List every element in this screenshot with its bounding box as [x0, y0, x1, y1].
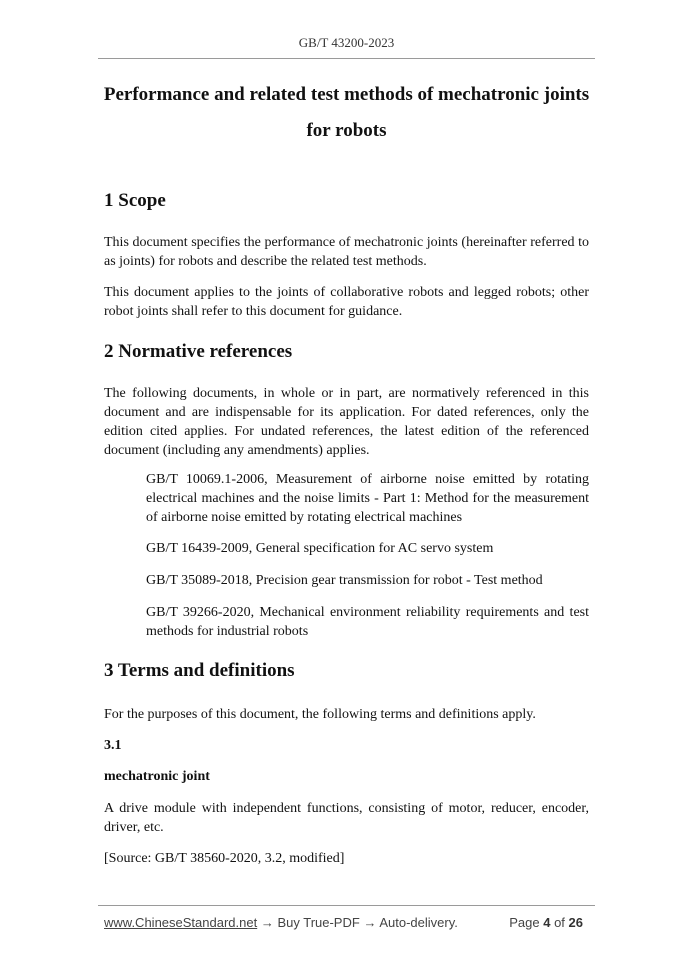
section-heading-scope: 1 Scope: [104, 190, 166, 211]
total-page-count: 26: [568, 915, 583, 930]
reference-item: GB/T 10069.1-2006, Measurement of airborne noise emitted by rotating electrical machines and the noise limits - Part 1: Method for the measurement of airborne noise emitted by rotating electrical machines: [146, 472, 589, 525]
term-definition: A drive module with independent functions, consisting of motor, reducer, encoder, driver, etc.: [104, 801, 589, 835]
section-heading-normative-references: 2 Normative references: [104, 341, 293, 362]
chinesestandard-link[interactable]: www.ChineseStandard.net: [104, 915, 258, 930]
running-header: GB/T 43200-2023: [298, 35, 395, 50]
term-source: [Source: GB/T 38560-2020, 3.2, modified]: [104, 851, 345, 866]
buy-pdf-text: Buy True-PDF: [277, 915, 360, 930]
header-rule: [98, 58, 595, 59]
reference-item: GB/T 39266-2020, Mechanical environment reliability requirements and test methods for industrial robots: [146, 605, 589, 639]
reference-item: GB/T 35089-2018, Precision gear transmission for robot - Test method: [146, 573, 543, 588]
auto-delivery-text: Auto-delivery.: [379, 915, 458, 930]
arrow-right-icon: →: [260, 915, 274, 930]
terms-intro-paragraph: For the purposes of this document, the following terms and definitions apply.: [104, 707, 536, 722]
document-title-line-1: Performance and related test methods of mechatronic joints: [103, 84, 590, 105]
document-title-line-2: for robots: [306, 120, 387, 141]
of-label: of: [554, 915, 565, 930]
section-heading-terms-definitions: 3 Terms and definitions: [104, 660, 295, 681]
scope-paragraph-1: This document specifies the performance of mechatronic joints (hereinafter referred to as joints) for robots and describe the related test methods.: [104, 235, 589, 269]
page-label: Page: [509, 915, 540, 930]
current-page-number: 4: [543, 915, 551, 930]
reference-item: GB/T 16439-2009, General specification for AC servo system: [146, 541, 494, 556]
footer-rule: [98, 905, 595, 906]
footer-promo: [104, 915, 458, 930]
normative-intro-paragraph: The following documents, in whole or in part, are normatively referenced in this document and are indispensable for its application. For dated references, only the edition cited applies. For undated references, the latest edition of the referenced document (including any amendments) applies.: [104, 386, 589, 458]
page-counter: [509, 915, 583, 930]
term-number: 3.1: [104, 738, 122, 753]
page-footer: [104, 915, 589, 935]
arrow-right-icon: →: [363, 915, 377, 930]
scope-paragraph-2: This document applies to the joints of collaborative robots and legged robots; other robot joints shall refer to this document for guidance.: [104, 285, 589, 319]
term-name: mechatronic joint: [104, 769, 210, 784]
